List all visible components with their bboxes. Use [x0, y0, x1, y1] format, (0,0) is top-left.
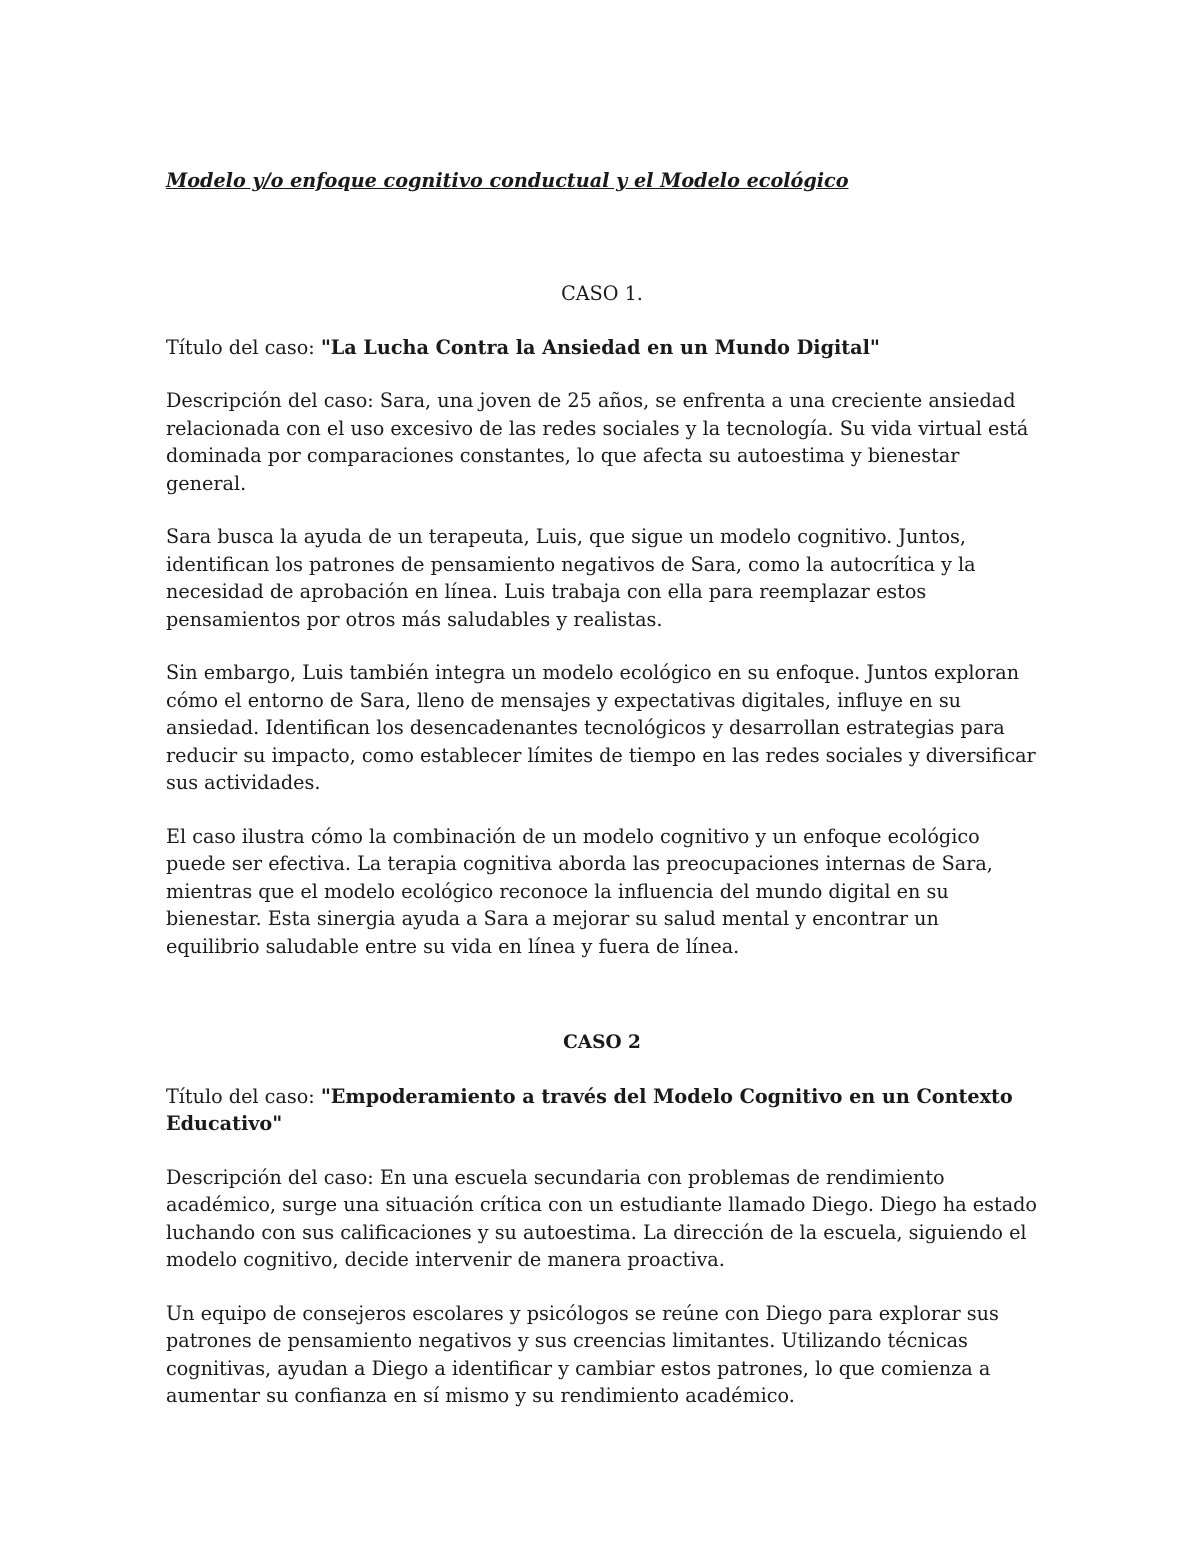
case1-paragraph-2: Sara busca la ayuda de un terapeuta, Luis, que sigue un modelo cognitivo. Juntos, identifican los patrones de pensamiento negativos de Sara, como la autocrítica y la necesidad de aprobación en línea. Luis trabaja con ella para reemplazar estos pensamientos por otros más saludables y realistas. [166, 525, 976, 631]
case2-title-value: "Empoderamiento a través del Modelo Cognitivo en un Contexto Educativo" [166, 1084, 1013, 1135]
case2-heading: CASO 2 [563, 1032, 641, 1053]
case1-paragraph-3: Sin embargo, Luis también integra un modelo ecológico en su enfoque. Juntos exploran cómo el entorno de Sara, lleno de mensajes y expectativas digitales, influye en su ansiedad. Identifican los desencadenantes tecnológicos y desarrollan estrategias para reducir su impacto, como establecer límites de tiempo en las redes sociales y diversificar sus actividades. [166, 661, 1036, 794]
document-title: Modelo y/o enfoque cognitivo conductual y el Modelo ecológico [166, 169, 849, 192]
case1-title-line [166, 334, 1038, 362]
case2-title-label: Título del caso: [166, 1084, 321, 1108]
case2-paragraph-1: Descripción del caso: En una escuela secundaria con problemas de rendimiento académico, surge una situación crítica con un estudiante llamado Diego. Diego ha estado luchando con sus calificaciones y su autoestima. La dirección de la escuela, siguiendo el modelo cognitivo, decide intervenir de manera proactiva. [166, 1165, 1037, 1271]
case1-paragraph-4: El caso ilustra cómo la combinación de un modelo cognitivo y un enfoque ecológico puede ser efectiva. La terapia cognitiva aborda las preocupaciones internas de Sara, mientras que el modelo ecológico reconoce la influencia del mundo digital en su bienestar. Esta sinergia ayuda a Sara a mejorar su salud mental y encontrar un equilibrio saludable entre su vida en línea y fuera de línea. [166, 824, 993, 958]
case1-paragraph-1: Descripción del caso: Sara, una joven de 25 años, se enfrenta a una creciente ansiedad relacionada con el uso excesivo de las redes sociales y la tecnología. Su vida virtual está dominada por comparaciones constantes, lo que afecta su autoestima y bienestar general. [166, 389, 1029, 495]
case2-paragraph-2: Un equipo de consejeros escolares y psicólogos se reúne con Diego para explorar sus patrones de pensamiento negativos y sus creencias limitantes. Utilizando técnicas cognitivas, ayudan a Diego a identificar y cambiar estos patrones, lo que comienza a aumentar su confianza en sí mismo y su rendimiento académico. [166, 1301, 999, 1407]
case2-title-line [166, 1083, 1038, 1138]
page-content [166, 166, 1038, 1410]
case1-title-label: Título del caso: [166, 335, 321, 359]
case1-title-value: "La Lucha Contra la Ansiedad en un Mundo Digital" [320, 335, 880, 359]
case1-heading: CASO 1. [561, 282, 643, 305]
